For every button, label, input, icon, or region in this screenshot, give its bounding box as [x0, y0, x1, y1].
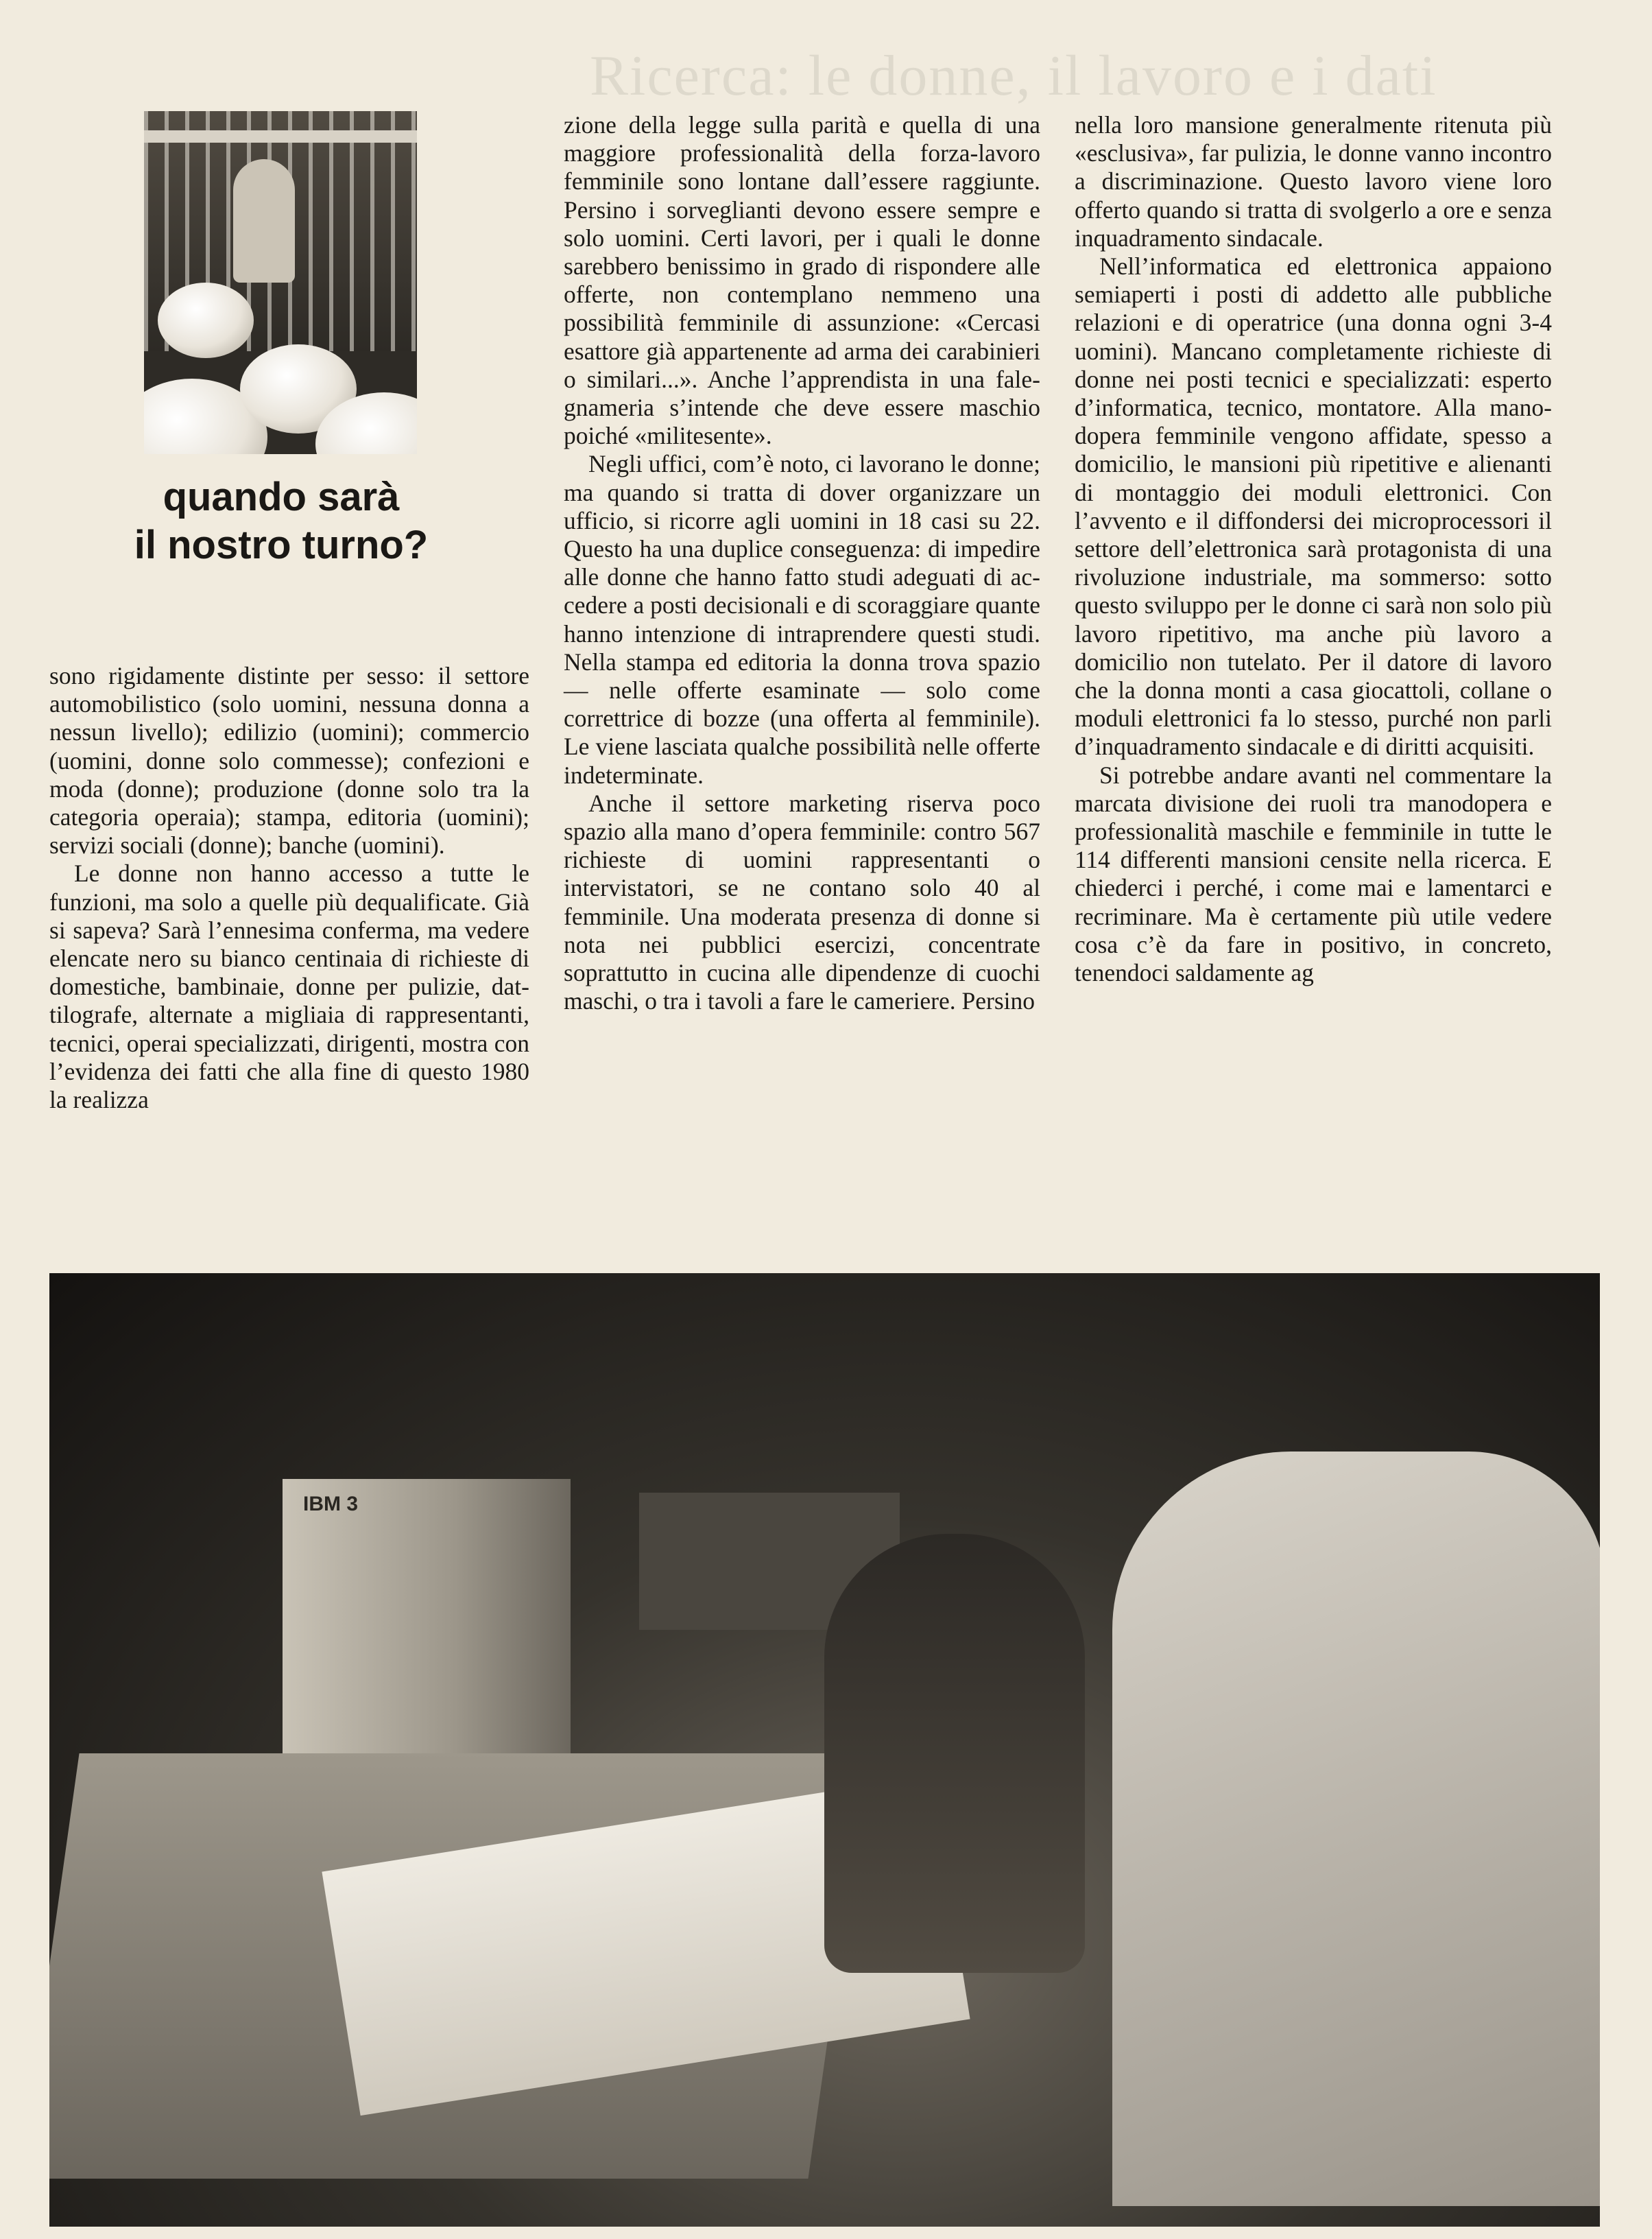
paragraph: Nell’informatica ed elettronica appaiono semiaperti i posti di addetto alle pubbliche relazioni e di operatrice (una donna ogni 3-4 uomini). Mancano completamente richieste di donne nei posti tecnici e specializzati: esperto d’informatica, tecnico, montatore. Alla manodopera femminile vengono affidate, spesso a domicilio, le mansioni più ripetitive e alienanti di montaggio dei moduli elettronici. Con l’avvento e il diffondersi dei microprocessori il settore dell’elettronica sarà protagonista di una rivoluzione industriale, ma sommerso: sotto questo sviluppo per le donne ci sarà non solo più lavoro ripetitivo, ma anche più lavoro a domicilio non tutelato. Per il datore di lavoro che la donna monti a casa giocattoli, collane o moduli elettronici fa lo stesso, purché non parli d’inquadramento sindacale e di diritti acquisiti. — [1075, 252, 1552, 761]
paragraph: Si potrebbe andare avanti nel commentare la marcata divisione dei ruoli tra manodopera e professionalità maschile e femminile in tutte le 114 differenti mansioni censite nella ricerca. E chiederci i perché, i come mai e lamentarci e recriminare. Ma è certamente più utile vedere cosa c’è da fare in positivo, in concreto, tenendoci saldamente ag — [1075, 761, 1552, 987]
text-column-3 — [1075, 111, 1552, 987]
paragraph: Anche il settore marketing riserva poco spazio alla mano d’opera femminile: contro 567 richieste di uomini rappresentanti o intervistatori, se ne contano solo 40 al femminile. Una moderata presenza di donne si nota nei pubblici esercizi, concentrate soprattutto in cucina alle dipendenze di cuochi maschi, o tra i tavoli a fare le cameriere. Persino — [564, 789, 1040, 1015]
paragraph: nella loro mansione generalmente ritenuta più «esclusiva», far pulizia, le donne vanno incontro a discriminazione. Questo lavoro viene loro offerto quando si tratta di svolgerlo a ore e senza inquadramento sindacale. — [1075, 111, 1552, 252]
headline-line-1: quando sarà — [163, 475, 400, 519]
paragraph: Negli uffici, com’è noto, ci lavorano le donne; ma quando si tratta di dover organizzare un ufficio, si ricorre agli uomini in 18 casi su 22. Questo ha una duplice conseguenza: di impedire alle donne che hanno fatto studi adeguati di accedere a posti decisionali e di scoraggiare quante hanno intenzione di intraprendere questi studi. Nella stampa ed editoria la donna trova spazio — nelle offerte esaminate — solo come correttrice di bozze (una offerta al femminile). Le viene lasciata qualche possibilità nelle offerte indeterminate. — [564, 450, 1040, 789]
text-column-1 — [49, 662, 529, 1114]
photo-man-figure — [1112, 1452, 1600, 2206]
computer-room-photo — [49, 1273, 1600, 2227]
text-column-2 — [564, 111, 1040, 1016]
paragraph: Le donne non hanno accesso a tutte le funzioni, ma solo a quelle più dequalificate. Già si sapeva? Sarà l’ennesima conferma, ma vedere elencate nero su bianco centinaia di richieste di domestiche, bambinaie, donne per pulizie, dattilografe, alternate a migliaia di rappresentanti, tecnici, operai specializzati, dirigenti, mostra con l’evidenza dei fatti che alla fine di questo 1980 la realizza — [49, 860, 529, 1114]
article-headline — [110, 473, 453, 569]
photo-cotton-bale — [158, 283, 254, 358]
paragraph: sono rigidamente distinte per sesso: il settore automobilistico (solo uomini, nessuna donna a nessun livello); edilizio (uomini); commercio (uomini, donne solo commesse); confezioni e moda (donne); produzione (donne solo tra la categoria operaia); stampa, editoria (uomini); servizi sociali (donne); banche (uomini). — [49, 662, 529, 860]
machine-label: IBM 3 — [303, 1493, 359, 1515]
photo-beam — [144, 130, 417, 143]
photo-woman-figure — [824, 1534, 1085, 1973]
textile-factory-photo — [144, 111, 417, 454]
headline-line-2: il nostro turno? — [134, 523, 429, 567]
paragraph: zione della legge sulla parità e quella di una maggiore professionalità della forza-lavoro femminile sono lontane dall’essere raggiunte. Persino i sorveglianti devono essere sempre e solo uomini. Certi lavori, per i quali le donne sarebbero benissimo in grado di rispondere alle offerte, non contemplano nemmeno una possibilità femminile di assunzione: «Cercasi esattore già appartenente ad arma dei carabinieri o similari...». Anche l’apprendista in una falegnameria s’intende che deve essere maschio poiché «militesente». — [564, 111, 1040, 450]
photo-worker-figure — [233, 159, 295, 283]
faded-header-text: Ricerca: le donne, il lavoro e i dati — [590, 44, 1437, 108]
